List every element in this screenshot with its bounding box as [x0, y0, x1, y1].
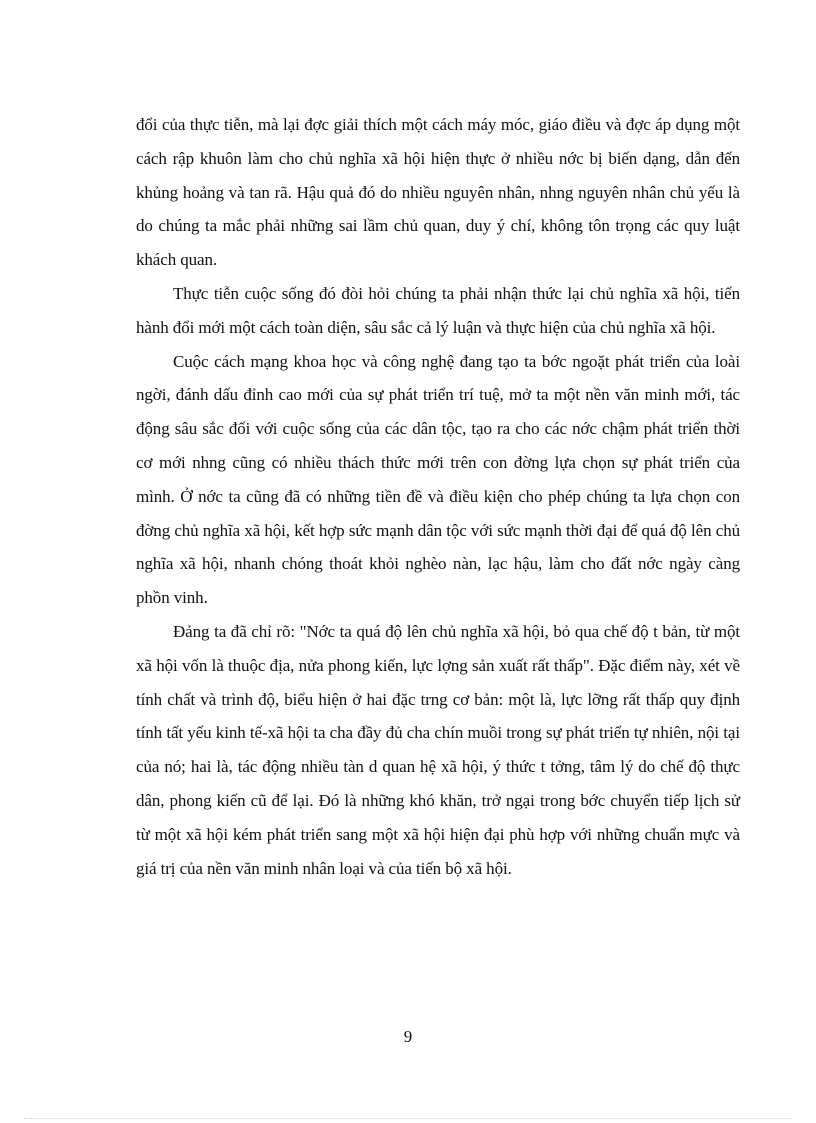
- page-bottom-divider: [24, 1118, 792, 1119]
- paragraph-1: đổi của thực tiễn, mà lại đợc giải thích một cách máy móc, giáo điều và đợc áp dụng một cách rập khuôn làm cho chủ nghĩa xã hội hiện thực ở nhiều nớc bị biến dạng, dẫn đến khủng hoảng và tan rã. Hậu quả đó do nhiều nguyên nhân, nhng nguyên nhân chủ yếu là do chúng ta mắc phải những sai lầm chủ quan, duy ý chí, không tôn trọng các quy luật khách quan.: [136, 115, 740, 270]
- paragraph-4: Đảng ta đã chỉ rõ: "Nớc ta quá độ lên chủ nghĩa xã hội, bỏ qua chế độ t bản, từ một xã hội vốn là thuộc địa, nửa phong kiến, lực lợng sản xuất rất thấp". Đặc điểm này, xét về tính chất và trình độ, biểu hiện ở hai đặc trng cơ bản: một là, lực lỡng rất thấp quy định tính tất yếu kinh tế-xã hội ta cha đầy đủ cha chín muồi trong sự phát triển tự nhiên, nội tại của nó; hai là, tác động nhiều tàn d quan hệ xã hội, ý thức t tởng, tâm lý do chế độ thực dân, phong kiến cũ để lại. Đó là những khó khăn, trở ngại trong bớc chuyển tiếp lịch sử từ một xã hội kém phát triển sang một xã hội hiện đại phù hợp với những chuẩn mực và giá trị của nền văn minh nhân loại và của tiến bộ xã hội.: [136, 621, 740, 878]
- paragraph-2: Thực tiễn cuộc sống đó đòi hỏi chúng ta phải nhận thức lại chủ nghĩa xã hội, tiến hành đổi mới một cách toàn diện, sâu sắc cả lý luận và thực hiện của chủ nghĩa xã hội.: [136, 283, 740, 337]
- body-text: [136, 108, 740, 885]
- paragraph-3: Cuộc cách mạng khoa học và công nghệ đang tạo ta bớc ngoặt phát triển của loài ngời, đánh dấu đỉnh cao mới của sự phát triển trí tuệ, mở ta một nền văn minh mới, tác động sâu sắc đối với cuộc sống của các dân tộc, tạo ra cho các nớc chậm phát triển thời cơ mới nhng cũng có nhiều thách thức mới trên con đờng lựa chọn sự phát triển của mình. Ở nớc ta cũng đã có những tiền đề và điều kiện cho phép chúng ta lựa chọn con đờng chủ nghĩa xã hội, kết hợp sức mạnh dân tộc với sức mạnh thời đại để quá độ lên chủ nghĩa xã hội, nhanh chóng thoát khỏi nghèo nàn, lạc hậu, làm cho đất nớc ngày càng phồn vinh.: [136, 351, 740, 608]
- page-number: 9: [403, 1027, 413, 1046]
